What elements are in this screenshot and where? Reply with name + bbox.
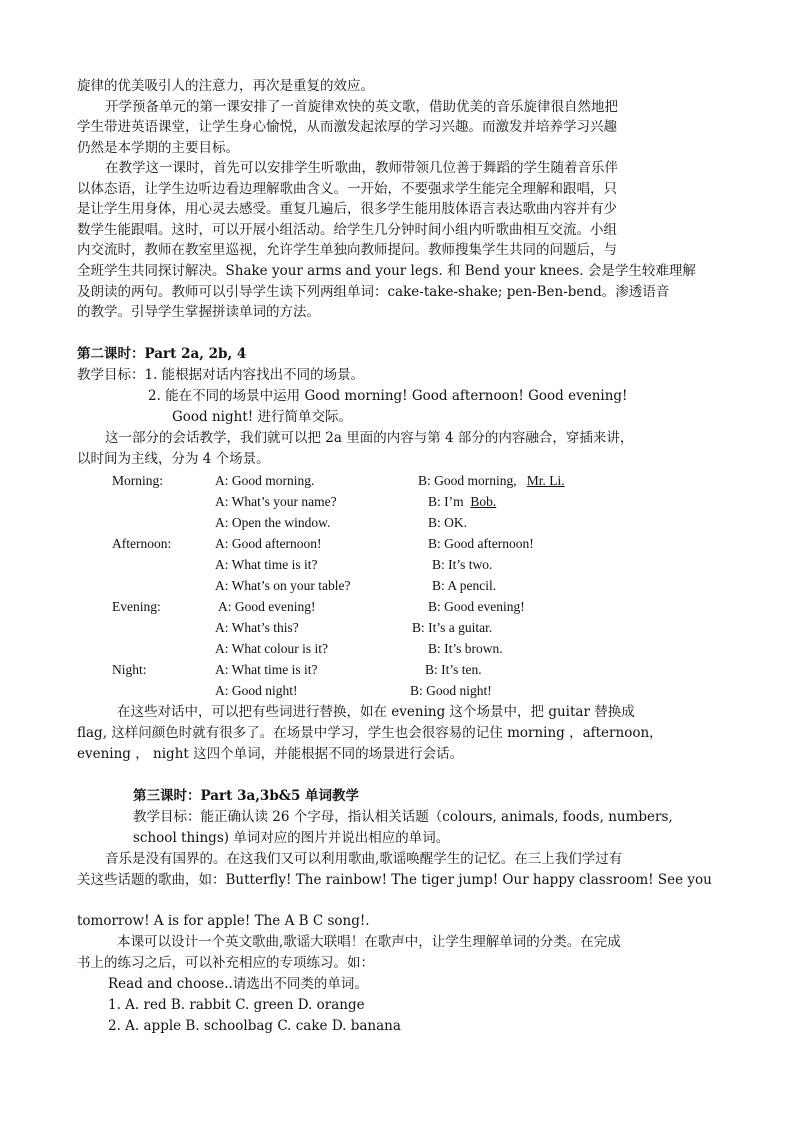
name-underlined: Bob. bbox=[470, 494, 497, 509]
line-a: A: What’s on your table? bbox=[215, 578, 351, 593]
line-b: B: It’s ten. bbox=[425, 662, 482, 677]
line-a: A: Good morning. bbox=[215, 473, 315, 488]
lesson2-note: evening ， night 这四个单词，并能根据不同的场景进行会话。 bbox=[77, 746, 464, 762]
lesson2-note: flag, 这样问颜色时就有很多了。在场景中学习，学生也会很容易的记住 morning ，afternoon， bbox=[77, 725, 663, 741]
exercise-item: 1. A. red B. rabbit C. green D. orange bbox=[108, 997, 365, 1013]
text-line: 仍然是本学期的主要目标。 bbox=[77, 140, 239, 156]
line-a: A: Good night! bbox=[215, 683, 298, 698]
scene-label: Evening: bbox=[112, 599, 161, 614]
lesson2-note: 在这些对话中，可以把有些词进行替换，如在 evening 这个场景中，把 guitar 替换成 bbox=[117, 704, 635, 720]
lesson2-heading: 第二课时：Part 2a, 2b, 4 bbox=[77, 346, 247, 362]
line-b: B: It’s brown. bbox=[428, 641, 503, 656]
text-line: 旋律的优美吸引人的注意力，再次是重复的效应。 bbox=[77, 78, 374, 94]
line-a: A: What’s your name? bbox=[215, 494, 337, 509]
text-line: 数学生能跟唱。这时，可以开展小组活动。给学生几分钟时间小组内听歌曲相互交流。小组 bbox=[77, 222, 617, 238]
exercise-title: Read and choose..请选出不同类的单词。 bbox=[108, 976, 368, 992]
line-b: B: It’s two. bbox=[432, 557, 493, 572]
name-underlined: Mr. Li. bbox=[526, 473, 565, 488]
text-line: 本课可以设计一个英文歌曲,歌谣大联唱！在歌声中，让学生理解单词的分类。在完成 bbox=[117, 934, 621, 950]
scene-label: Morning: bbox=[112, 473, 164, 488]
text-line: 内交流时，教师在教室里巡视，允许学生单独向教师提问。教师搜集学生共同的问题后，与 bbox=[77, 242, 617, 258]
lesson2-intro: 以时间为主线，分为 4 个场景。 bbox=[77, 451, 270, 467]
text-line: 的教学。引导学生掌握拼读单词的方法。 bbox=[77, 304, 320, 320]
text-line: 音乐是没有国界的。在这我们又可以利用歌曲,歌谣唤醒学生的记忆。在三上我们学过有 bbox=[105, 851, 623, 867]
text-line: tomorrow! A is for apple! The A B C song!. bbox=[77, 913, 370, 929]
scene-label: Night: bbox=[112, 662, 147, 677]
line-a: A: Good afternoon! bbox=[215, 536, 322, 551]
text-line: 全班学生共同探讨解决。Shake your arms and your legs. 和 Bend your knees. 会是学生较难理解 bbox=[77, 263, 696, 279]
line-b: B: Good night! bbox=[410, 683, 492, 698]
line-a: A: What colour is it? bbox=[215, 641, 328, 656]
line-a: A: What time is it? bbox=[215, 662, 318, 677]
text-line: 书上的练习之后，可以补充相应的专项练习。如： bbox=[77, 955, 374, 971]
lesson2-goal-2: 2. 能在不同的场景中运用 Good morning! Good afternoon! Good evening! bbox=[148, 388, 628, 404]
line-a: A: Open the window. bbox=[215, 515, 331, 530]
text-line: 开学预备单元的第一课安排了一首旋律欢快的英文歌，借助优美的音乐旋律很自然地把 bbox=[105, 99, 618, 115]
lesson3-goal: school things) 单词对应的图片并说出相应的单词。 bbox=[133, 830, 450, 846]
line-a: A: Good evening! bbox=[218, 599, 316, 614]
text-line: 以体态语，让学生边听边看边理解歌曲含义。一开始，不要强求学生能完全理解和跟唱，只 bbox=[77, 181, 617, 197]
lesson2-goal-1: 教学目标：1. 能根据对话内容找出不同的场景。 bbox=[77, 367, 365, 383]
lesson3-heading: 第三课时：Part 3a,3b&5 单词教学 bbox=[133, 788, 360, 804]
text-line: 关这些话题的歌曲，如：Butterfly! The rainbow! The tiger jump! Our happy classroom! See you bbox=[77, 872, 712, 888]
line-b: B: Good afternoon! bbox=[428, 536, 534, 551]
text-line: 是让学生用身体，用心灵去感受。重复几遍后，很多学生能用肢体语言表达歌曲内容并有少 bbox=[77, 201, 617, 217]
text-line: 学生带进英语课堂，让学生身心愉悦，从而激发起浓厚的学习兴趣。而激发并培养学习兴趣 bbox=[77, 119, 617, 135]
line-b: B: A pencil. bbox=[432, 578, 497, 593]
line-b: B: OK. bbox=[428, 515, 468, 530]
text-line: 在教学这一课时，首先可以安排学生听歌曲，教师带领几位善于舞蹈的学生随着音乐伴 bbox=[105, 160, 618, 176]
line-b: B: Good evening! bbox=[428, 599, 525, 614]
scene-label: Afternoon: bbox=[112, 536, 172, 551]
line-b: B: Good morning, Mr. Li. bbox=[418, 473, 565, 488]
line-a: A: What’s this? bbox=[215, 620, 299, 635]
line-a: A: What time is it? bbox=[215, 557, 318, 572]
lesson2-goal-2-cont: Good night! 进行简单交际。 bbox=[172, 409, 352, 425]
lesson2-intro: 这一部分的会话教学，我们就可以把 2a 里面的内容与第 4 部分的内容融合，穿插来讲， bbox=[105, 430, 634, 446]
exercise-item: 2. A. apple B. schoolbag C. cake D. banana bbox=[108, 1018, 401, 1034]
lesson3-goal: 教学目标：能正确认读 26 个字母，指认相关话题（colours, animals, foods, numbers, bbox=[133, 809, 673, 825]
line-b: B: I’m Bob. bbox=[428, 494, 497, 509]
line-b: B: It’s a guitar. bbox=[412, 620, 493, 635]
text-line: 及朗读的两句。教师可以引导学生读下列两组单词：cake-take-shake; pen-Ben-bend。渗透语音 bbox=[77, 284, 670, 300]
